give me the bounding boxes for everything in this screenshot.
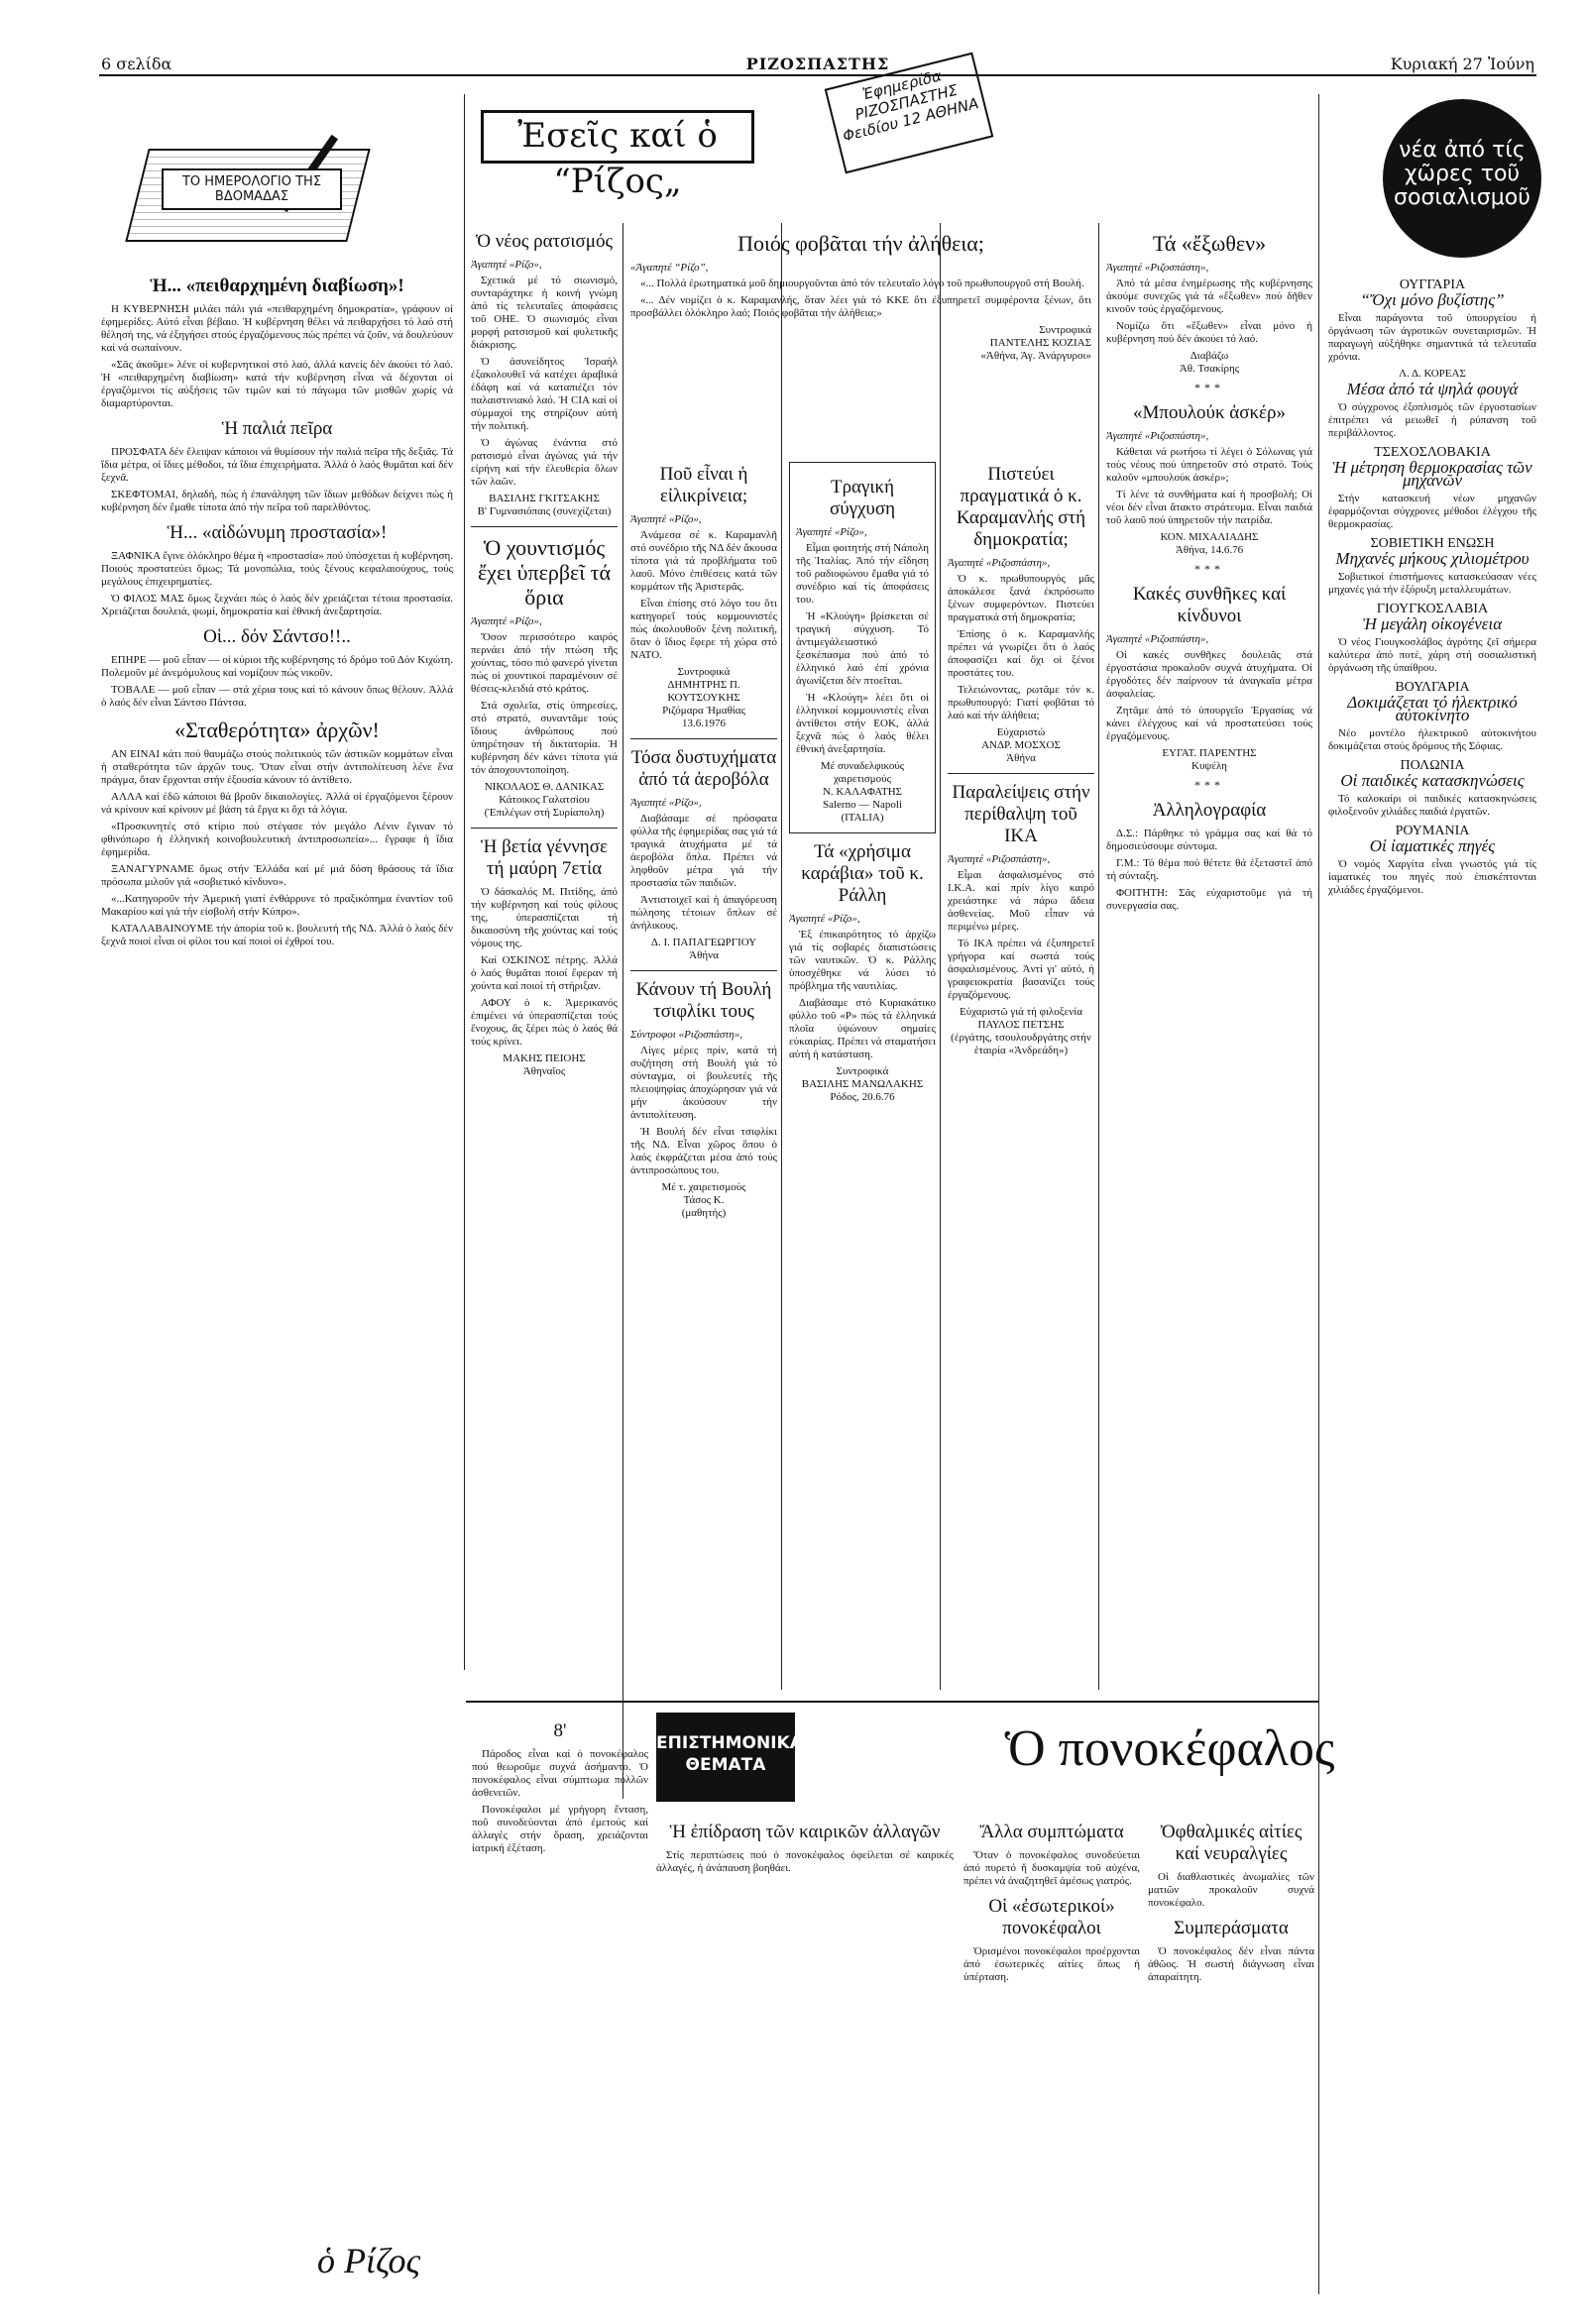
article-paragraph: Πάροδος εἶναι καί ὁ πονοκέφαλος πού θεωροῦμε συχνά ἀσήμαντο. Ὁ πονοκέφαλος εἶναι σύμπτωμα πολλῶν ἀσθενειῶν.: [472, 1748, 648, 1799]
article-paragraph: «Προσκυνητές στό κτίριο πού στέγασε τόν μεγάλο Λένιν ἔγιναν τό φθινόπωρο ἡ ἑλληνική κοινοβουλευτική ἀντιπροσωπεία»... ἔγραφε ἡ ἴδια ἐφημερίδα.: [101, 821, 453, 858]
article-paragraph: Εἶναι παράγοντα τοῦ ὑπουργείου ἡ ὀργάνωση τῶν ἀγροτικῶν συνεταιρισμῶν. Ἡ παραγωγή αὐξήθηκε σημαντικά τά τελευταῖα χρόνια.: [1328, 312, 1536, 363]
article-paragraph: Τί λένε τά συνθήματα καί ἡ προσβολή; Οἱ νέοι δέν εἶναι ἄτακτο στράτευμα. Εἶναι παιδιά τοῦ λαοῦ πού ὑπηρετοῦν τήν πατρίδα.: [1106, 489, 1312, 526]
article-paragraph: ΞΑΝΑΓΥΡΝΑΜΕ ὅμως στήν Ἑλλάδα καί μέ μιά δόση θράσους τά ἴδια πρόσωπα μιλοῦν γιά «σοβιετικό κίνδυνο».: [101, 863, 453, 888]
column-socialism-news: [1328, 273, 1536, 2309]
article-paragraph: ΤΟΒΑΛΕ — μοῦ εἶπαν — στά χέρια τους καί τό κάνουν ὅπως θέλουν. Ἀλλά ὁ λαός δέν εἶναι Σάντσο Πάντσα.: [101, 684, 453, 709]
article-paragraph: Ὁ ἀγώνας ἐνάντια στό ρατσισμό εἶναι ἀγώνας γιά τήν εἰρήνη καί τήν ἐλευθερία ὅλων τῶν λαῶν.: [471, 437, 618, 488]
salutation: Ἀγαπητέ «Ρίζο»,: [630, 797, 702, 809]
article-paragraph: Οἱ διαθλαστικές ἀνωμαλίες τῶν ματιῶν προκαλοῦν συχνά πονοκέφαλο.: [1148, 1871, 1314, 1909]
article-title: Ἡ βετία γέννησε τή μαύρη 7ετία: [481, 836, 608, 879]
diary-label: ΤΟ ΗΜΕΡΟΛΟΓΙΟ ΤΗΣ ΒΔΟΜΑΔΑΣ: [162, 168, 342, 210]
salutation: Ἀγαπητέ «Ριζοσπάστη»,: [1106, 262, 1209, 274]
paper-title: ΡΙΖΟΣΠΑΣΤΗΣ: [745, 55, 890, 73]
divider: [630, 738, 777, 739]
article-title: Ἄλλα συμπτώματα: [979, 1822, 1124, 1842]
article-paragraph: Καί ΟΣΚΙΝΟΣ πέτρης. Ἀλλά ὁ λαός θυμᾶται ποιοί ἔφεραν τή χούντα καί ποιοί τή στήριξαν.: [471, 954, 618, 992]
article-truth: [630, 223, 1091, 451]
article-title: Οἱ ἰαματικές πηγές: [1369, 836, 1496, 855]
article-paragraph: Εἶμαι ἀσφαλισμένος στό Ι.Κ.Α. καί πρίν λίγο καιρό χρειάστηκε νά πάρω ἄδεια ἀσθενείας. Μοῦ εἶπαν νά περιμένω μέρες.: [948, 869, 1094, 933]
article-paragraph: Στήν κατασκευή νέων μηχανῶν ἐφαρμόζονται σύγχρονες μέθοδοι ἐλέγχου τῆς θερμοκρασίας.: [1328, 493, 1536, 530]
signature: Λ. Δ. ΚΟΡΕΑΣ: [1399, 368, 1466, 380]
socialism-badge: νέα ἀπό τίς χῶρες τοῦ σοσιαλισμοῦ: [1383, 99, 1541, 258]
separator-stars: ***: [1194, 778, 1224, 792]
article-title: Ποιός φοβᾶται τήν ἀλήθεια;: [737, 231, 984, 256]
science-column-4: [1148, 1814, 1314, 2309]
divider: [948, 773, 1094, 774]
article-title: 8': [553, 1720, 567, 1741]
signature: Δ. Ι. ΠΑΠΑΓΕΩΡΓΙΟΥ Ἀθήνα: [650, 937, 757, 961]
article-title: Οἱ... δόν Σάντσο!!..: [203, 626, 351, 647]
article-title: “Ὄχι μόνο βυζίστης”: [1360, 290, 1505, 309]
signature: ΚΟΝ. ΜΙΧΑΛΙΑΔΗΣ Ἀθήνα, 14.6.76: [1160, 531, 1259, 556]
article-paragraph: Κάθεται νά ρωτήσω τί λέγει ὁ Σόλωνας γιά τούς νέους πού ὑπηρετοῦν στό στρατό. Τούς καλοῦν «μπουλούκ ἀσκέρ»;: [1106, 446, 1312, 484]
article-title: Ἡ ἐπίδραση τῶν καιρικῶν ἀλλαγῶν: [669, 1822, 941, 1842]
article-title: Πιστεύει πραγματικά ὁ κ. Καραμανλής στή δημοκρατία;: [956, 464, 1086, 550]
salutation: Ἀγαπητέ «Ρίζο»,: [789, 913, 860, 925]
article-paragraph: ΦΟΙΤΗΤΗ: Σᾶς εὐχαριστοῦμε γιά τή συνεργασία σας.: [1106, 887, 1312, 912]
salutation: Ἀγαπητέ «Ρίζο»,: [796, 526, 867, 538]
article-title: «Σταθερότητα» ἀρχῶν!: [174, 718, 380, 742]
article-paragraph: Ὁ κ. πρωθυπουργός μᾶς ἀποκάλεσε ξανά ἐκπρόσωπο ξένων συμφερόντων. Πιστεύει πραγματικά στή δημοκρατία;: [948, 573, 1094, 623]
article-title: Οἱ «ἐσωτερικοί» πονοκέφαλοι: [988, 1896, 1115, 1938]
article-paragraph: «...Κατηγοροῦν τήν Ἀμερική γιατί ἐνθάρρυνε τό πραξικόπημα ἐναντίον τοῦ Μακαρίου καί γιά τήν εἰσβολή στήν Κύπρο».: [101, 893, 453, 918]
article-paragraph: ΚΑΤΑΛΑΒΑΙΝΟΥΜΕ τήν ἀπορία τοῦ κ. βουλευτή τῆς ΝΔ. Ἀλλά ὁ λαός δέν ξεχνᾶ ποιοί εἶναι οἱ φίλοι του καί ποιοί οἱ ἐχθροί του.: [101, 923, 453, 947]
country-heading: ΡΟΥΜΑΝΙΑ: [1395, 824, 1470, 838]
article-title: Συμπεράσματα: [1174, 1918, 1289, 1938]
article-title: Ὀφθαλμικές αἰτίες καί νευραλγίες: [1160, 1822, 1303, 1864]
section-rule: [466, 1701, 1318, 1703]
salutation: Ἀγαπητέ «Ρίζο»,: [471, 615, 542, 627]
article-paragraph: Ὁ νομός Χαργίτα εἶναι γνωστός γιά τίς ἰαματικές του πηγές πού ἐπισκέπτονται χιλιάδες ἐργαζόμενοι.: [1328, 858, 1536, 896]
column-rule: [464, 94, 465, 1670]
article-paragraph: Ὁ πονοκέφαλος δέν εἶναι πάντα ἀθῶος. Ἡ σωστή διάγνωση εἶναι ἀπαραίτητη.: [1148, 1945, 1314, 1983]
letters-header-title: Ἐσεῖς καί ὁ “Ρίζος„: [481, 110, 754, 164]
article-paragraph: Ὁρισμένοι πονοκέφαλοι προέρχονται ἀπό ἐσωτερικές αἰτίες ὅπως ἡ ὑπέρταση.: [963, 1945, 1140, 1983]
article-title: Ἡ μεγάλη οἰκογένεια: [1362, 614, 1503, 633]
article-paragraph: Πονοκέφαλοι μέ γρήγορη ἔνταση, ποῦ συνοδεύονται ἀπό ἐμετούς καί ἀλλαγές στήν ὅραση, χρειάζονται ἰατρική ἐξέταση.: [472, 1804, 648, 1854]
article-paragraph: Ἀντιστοιχεῖ καί ἡ ἀπαγόρευση πώλησης τέτοιων ὅπλων σέ ἀνήλικους.: [630, 894, 777, 932]
signature: ΕΥΓΑΤ. ΠΑΡΕΝΤΗΣ Κυψέλη: [1162, 747, 1257, 772]
article-title: Κάνουν τή Βουλή τσιφλίκι τους: [635, 979, 772, 1022]
article-paragraph: «Σᾶς ἀκοῦμε» λένε οἱ κυβερνητικοί στό λαό, ἀλλά κανείς δέν ἀκούει τό λαό. Ἡ «πειθαρχημένη διαβίωση» κατά τήν κυβέρνηση εἶναι νά δέχονται οἱ ἐργαζόμενοι τίς αὐξήσεις τῶν τιμῶν καί τό πάγωμα τῶν μισθῶν χωρίς νά διαμαρτύρονται.: [101, 359, 453, 409]
signature: Διαβάζω Ἀθ. Τσακίρης: [1179, 350, 1240, 375]
signature: Εὐχαριστῶ γιά τή φιλοξενία ΠΑΥΛΟΣ ΠΕΤΣΗΣ (ἐργάτης, τσουλουδργάτης στήν ἑταιρία «Ἀνδρεάδη»): [951, 1006, 1091, 1056]
salutation: Ἀγαπητέ «Ρίζο»,: [630, 513, 702, 525]
article-paragraph: Τελειώνοντας, ρωτᾶμε τόν κ. πρωθυπουργό: Γιατί φοβᾶται τό λαό καί τήν ἀλήθεια;: [948, 684, 1094, 721]
signature: ΜΑΚΗΣ ΠΕΙΟΗΣ Ἀθηναῖος: [503, 1052, 586, 1077]
article-title: Μηχανές μήκους χιλιομέτρου: [1335, 549, 1529, 568]
article-paragraph: ΑΦΟΥ ὁ κ. Ἀμερικανός ἐπιμένει νά ὑπερασπίζεται τούς ἔνοχους, ἄς ξέρει πώς ὁ λαός θά τούς κρίνει.: [471, 997, 618, 1048]
article-paragraph: Εἶναι ἐπίσης στό λόγο του ὅτι κατηγορεῖ τούς κομμουνιστές πώς ἀκολουθοῦν ξένη πολιτική, ὅταν ὁ ἴδιος ἔφερε τή χώρα στό ΝΑΤΟ.: [630, 598, 777, 661]
signature: Μέ συναδελφικούς χαιρετισμούς Ν. ΚΑΛΑΦΑΤΗΣ Salerno — Napoli (ITALIA): [820, 760, 905, 824]
separator-stars: ***: [1194, 381, 1224, 394]
article-title: Ποῦ εἶναι ἡ εἰλικρίνεια;: [659, 464, 748, 506]
signature: ΒΑΣΙΛΗΣ ΓΚΙΤΣΑΚΗΣ Β' Γυμνασιόπαις (συνεχίζεται): [477, 493, 612, 517]
column-letters-3: [789, 456, 936, 1695]
column-letters-4: [948, 456, 1094, 1695]
article-title: Ὁ χουντισμός ἔχει ὑπερβεῖ τά ὅρια: [477, 535, 612, 609]
article-paragraph: Σχετικά μέ τό σιωνισμό, συνταράχτηκε ἡ κοινή γνώμη ἀπό τίς τελευταῖες ἀποφάσεις τοῦ ΟΗΕ. Ὁ σιωνισμός εἶναι μορφή ρατσισμοῦ καί φυλετικῆς διάκρισης.: [471, 275, 618, 351]
article-title: Οἱ παιδικές κατασκηνώσεις: [1340, 771, 1525, 790]
signature: Συντροφικά ΒΑΣΙΛΗΣ ΜΑΝΩΛΑΚΗΣ Ρόδος, 20.6.76: [801, 1065, 924, 1103]
salutation: Ἀγαπητέ «Ρίζο»,: [471, 259, 542, 271]
science-badge: ΕΠΙΣΤΗΜΟΝΙΚΑ ΘΕΜΑΤΑ: [656, 1713, 795, 1802]
article-paragraph: «... Δέν νομίζει ὁ κ. Καραμανλής, ὅταν λέει γιά τό ΚΚΕ ὅτι ἐξυπηρετεῖ συμφέροντα ξένων, ὅτι προσβάλλει ὁλόκληρο λαό; Ποιός φοβᾶται τήν ἀλήθεια;»: [630, 294, 1091, 319]
article-paragraph: Διαβάσαμε στό Κυριακάτικο φύλλο τοῦ «Ρ» πώς τά ἑλληνικά πλοῖα ὑψώνουν σημαίες εὐκαιρίας. Πρέπει νά σταματήσει αὐτή ἡ κατάσταση.: [789, 997, 936, 1060]
article-title: Ἡ μέτρηση θερμοκρασίας τῶν μηχανῶν: [1332, 458, 1532, 490]
article-title: Τά «ἔξωθεν»: [1152, 231, 1267, 256]
divider: [471, 828, 618, 829]
article-paragraph: Εἶμαι φοιτητής στή Νάπολη τῆς Ἰταλίας. Ἀπό τήν εἴδηση τοῦ ραδιοφώνου ἔμαθα γιά τό συνέδριο καί τίς ἀποφάσεις του.: [796, 542, 929, 606]
country-heading: ΣΟΒΙΕΤΙΚΗ ΕΝΩΣΗ: [1370, 536, 1495, 551]
signature-ho-rizos: ὁ Ρίζος: [317, 2241, 421, 2280]
article-paragraph: ΞΑΦΝΙΚΑ ἔγινε ὁλόκληρο θέμα ἡ «προστασία» πού ὑπόσχεται ἡ κυβέρνηση. Ποιούς προστατεύει ὅμως; Τά μονοπώλια, τούς ξένους κεφαλαιούχους, τούς μεγάλους ἐπιχειρηματίες.: [101, 550, 453, 588]
article-title: Ὁ νέος ρατσισμός: [475, 231, 613, 252]
salutation: Ἀγαπητέ «Ριζοσπάστη»,: [1106, 633, 1209, 645]
article-title: Τραγική σύγχυση: [829, 477, 896, 519]
article-paragraph: Ἡ Βουλή δέν εἶναι τσιφλίκι τῆς ΝΔ. Εἶναι χῶρος ὅπου ὁ λαός ἐκφράζεται μέσα ἀπό τούς ἀντιπροσώπους του.: [630, 1126, 777, 1176]
article-title: Τά «χρήσιμα καράβια» τοῦ κ. Ράλλη: [801, 841, 924, 906]
country-heading: ΓΙΟΥΓΚΟΣΛΑΒΙΑ: [1376, 602, 1489, 616]
article-paragraph: Ἀπό τά μέσα ἐνημέρωσης τῆς κυβέρνησης ἀκούμε συνεχῶς γιά τά «ἔξωθεν» πού δῆθεν κινοῦν τούς ἐργαζόμενους.: [1106, 277, 1312, 315]
article-paragraph: Νομίζω ὅτι «ἔξωθεν» εἶναι μόνο ἡ κυβέρνηση πού δέν ἀκούει τό λαό.: [1106, 320, 1312, 345]
article-title: «Μπουλούκ ἀσκέρ»: [1132, 402, 1287, 423]
article-title: Ἡ... «πειθαρχημένη διαβίωση»!: [150, 276, 404, 296]
column-diary: [101, 268, 453, 2309]
article-paragraph: Ἡ «Κλούγη» βρίσκεται σέ τραγική σύγχυση. Τό ἀντιμεγάλειαστικό ξεσκέπασμα πού ἀπό τό ἑλληνικό λαό ἐπί χρόνια ἀγωνίζεται δέν πτοεῖται.: [796, 610, 929, 687]
article-paragraph: Δ.Σ.: Πάρθηκε τό γράμμα σας καί θά τό δημοσιεύσουμε σύντομα.: [1106, 828, 1312, 852]
country-heading: ΟΥΓΓΑΡΙΑ: [1399, 277, 1466, 292]
article-paragraph: Ὅταν ὁ πονοκέφαλος συνοδεύεται ἀπό πυρετό ἤ δυσκαμψία τοῦ αὐχένα, πρέπει νά ἀναζητηθεῖ ἀμέσως γιατρός.: [963, 1849, 1140, 1887]
salutation: Ἀγαπητέ «Ριζοσπάστη»,: [1106, 430, 1209, 442]
article-paragraph: Σοβιετικοί ἐπιστήμονες κατασκεύασαν νέες μηχανές γιά τήν ἐξόρυξη μεταλλευμάτων.: [1328, 571, 1536, 596]
article-paragraph: Διαβάσαμε σέ πρόσφατα φύλλα τῆς ἐφημερίδας σας γιά τά τραγικά ἀτυχήματα μέ τά ἀεροβόλα ὅπλα. Πρέπει νά ληφθοῦν μέτρα γιά τήν προστασία τῶν παιδιῶν.: [630, 813, 777, 889]
article-paragraph: Νέο μοντέλο ἠλεκτρικοῦ αὐτοκινήτου δοκιμάζεται στούς δρόμους τῆς Σόφιας.: [1328, 727, 1536, 752]
article-paragraph: Ἐπίσης ὁ κ. Καραμανλής πρέπει νά γνωρίζει ὅτι ὁ λαός ἀποφασίζει καί ὄχι οἱ ξένοι προστάτες του.: [948, 628, 1094, 679]
article-paragraph: Γ.Μ.: Τό θέμα πού θέτετε θά ἐξεταστεῖ ἀπό τή σύνταξη.: [1106, 857, 1312, 882]
article-title: Δοκιμάζεται τό ἠλεκτρικό αὐτοκίνητο: [1347, 693, 1518, 724]
country-heading: ΤΣΕΧΟΣΛΟΒΑΚΙΑ: [1374, 445, 1491, 460]
article-paragraph: Ἀνάμεσα σέ κ. Καραμανλῆ στό συνέδριο τῆς ΝΔ δέν ἄκουσα τίποτα γιά τά προβλήματα τοῦ λαοῦ. Μόνο ἐπιθέσεις κατά τῶν κομμάτων τῆς Ἀριστερᾶς.: [630, 529, 777, 593]
divider: [630, 970, 777, 971]
page-number: 6 σελίδα: [101, 55, 172, 73]
article-title: Ἀλληλογραφία: [1152, 800, 1267, 821]
article-paragraph: Στά σχολεῖα, στίς ὑπηρεσίες, στό στρατό, συναντᾶμε τούς ἴδιους ἀνθρώπους πού ὑπηρέτησαν τή δικτατορία. Ἡ κυβέρνηση δέν κάνει τίποτα γιά τόν ἀποχουντοποίηση.: [471, 700, 618, 776]
article-paragraph: Ὁ νέος Γιουγκοσλάβος ἀγρότης ζεῖ σήμερα καλύτερα ἀπό ποτέ, χάρη στή σοσιαλιστική ὀργάνωση τῆς ὑπαίθρου.: [1328, 636, 1536, 674]
signature: Συντροφικά ΠΑΝΤΕΛΗΣ ΚΟΖΙΑΣ «Ἀθήνα, Άγ. Ἀνάργυροι»: [980, 324, 1091, 362]
salutation: «Ἀγαπητέ “Ρίζο”,: [630, 262, 709, 274]
country-heading: ΒΟΥΛΓΑΡΙΑ: [1395, 680, 1470, 695]
article-title: Κακές συνθῆκες καί κίνδυνοι: [1132, 584, 1287, 626]
column-letters-5: [1106, 223, 1312, 1695]
article-paragraph: Ἡ «Κλούγη» λέει ὅτι οἱ ἑλληνικοί κομμουνιστές εἶναι ἀντίθετοι στήν ΕΟΚ, ἀλλά ξεχνᾶ πώς ὁ λαός θέλει ἐθνική ἀνεξαρτησία.: [796, 692, 929, 755]
article-paragraph: Οἱ κακές συνθῆκες δουλειᾶς στά ἐργοστάσια προκαλοῦν συχνά ἀτυχήματα. Οἱ ἐργοδότες δέν παίρνουν τά ἀναγκαῖα μέτρα ἀσφαλείας.: [1106, 649, 1312, 700]
signature: Μέ τ. χαιρετισμούς Τάσος Κ. (μαθητής): [661, 1181, 746, 1219]
article-paragraph: «... Πολλά ἐρωτηματικά μοῦ δημιουργοῦνται ἀπό τόν τελευταῖο λόγο τοῦ πρωθυπουργοῦ στή Βουλή.: [640, 277, 1084, 289]
column-rule: [1098, 223, 1099, 1690]
article-title: Ἡ... «αἰδώνυμη προστασία»!: [167, 522, 388, 543]
article-paragraph: Ζητᾶμε ἀπό τό ὑπουργεῖο Ἐργασίας νά κάνει ἐλέγχους καί νά προστατεύσει τούς ἐργαζόμενους.: [1106, 705, 1312, 742]
science-column-1: [472, 1713, 648, 2307]
country-heading: ΠΟΛΩΝΙΑ: [1400, 758, 1465, 773]
article-paragraph: ΣΚΕΦΤΟΜΑΙ, δηλαδή, πώς ἡ ἐπανάληψη τῶν ἴδιων μεθόδων δείχνει πώς ἡ κυβέρνηση δέν ἔμαθε τίποτα ἀπό τήν πεῖρα τοῦ παρελθόντος.: [101, 489, 453, 513]
article-paragraph: Ἐξ ἐπικαιρότητος τό ἀρχίζω γιά τίς σοβαρές διαπιστώσεις τῶν ναυτικῶν. Ὁ κ. Ράλλης ὑποσχέθηκε νά λύσει τό πρόβλημα τῆς ναυτιλίας.: [789, 929, 936, 992]
article-title: Ἡ παλιά πεῖρα: [221, 418, 333, 439]
signature: Συντροφικά ΔΗΜΗΤΡΗΣ Π. ΚΟΥΤΣΟΥΚΗΣ Ριζόμαρα Ἠμαθίας 13.6.1976: [662, 666, 745, 729]
separator-stars: ***: [1194, 562, 1224, 576]
salutation: Ἀγαπητέ «Ριζοσπάστη»,: [948, 557, 1051, 569]
article-paragraph: ΑΛΛΑ καί ἐδῶ κάποιοι θά βροῦν δικαιολογίες. Ἀλλά οἱ ἐργαζόμενοι ξέρουν νά κρίνουν καί κρίνουν μέ βάση τά ἔργα κι ὄχι τά λόγια.: [101, 791, 453, 816]
article-paragraph: Στίς περιπτώσεις πού ὁ πονοκέφαλος ὀφείλεται σέ καιρικές ἀλλαγές, ἡ ἀνάπαυση βοηθάει.: [656, 1849, 954, 1874]
column-letters-1: [471, 223, 618, 1700]
signature: ΝΙΚΟΛΑΟΣ Θ. ΔΑΝΙΚΑΣ Κάτοικος Γαλατσίου (Ἐπιλέγων στή Συρίαπολη): [484, 781, 605, 819]
article-paragraph: Λίγες μέρες πρίν, κατά τή συζήτηση στή Βουλή γιά τό σύνταγμα, οἱ βουλευτές τῆς πλειοψηφίας ἀποχώρησαν γιά νά μήν ἀκούσουν τήν ἀντιπολίτευση.: [630, 1045, 777, 1121]
salutation: Σύντροφοι «Ριζοσπάστη»,: [630, 1029, 742, 1041]
masthead: [99, 55, 1536, 76]
article-paragraph: Ὁ ΦΙΛΟΣ ΜΑΣ ὅμως ξεχνάει πώς ὁ λαός δέν χρειάζεται τέτοια προστασία. Χρειάζεται δουλειά, ψωμί, δημοκρατία καί ἐθνική ἀνεξαρτησία.: [101, 593, 453, 617]
article-paragraph: Τό καλοκαίρι οἱ παιδικές κατασκηνώσεις φιλοξενοῦν χιλιάδες παιδιά ἐργατῶν.: [1328, 793, 1536, 818]
article-title: Παραλείψεις στήν περίθαλψη τοῦ ΙΚΑ: [952, 782, 1090, 846]
column-rule: [1318, 94, 1319, 2294]
issue-date: Κυριακή 27 Ἰούνη: [1390, 55, 1534, 73]
column-letters-2: [630, 456, 777, 1695]
article-paragraph: ΕΠΗΡΕ — μοῦ εἶπαν — οἱ κύριοι τῆς κυβέρνησης τό δρόμο τοῦ Δόν Κιχώτη. Πολεμοῦν μέ ἀνεμόμυλους καί νομίζουν πώς νικοῦν.: [101, 654, 453, 679]
science-column-3: [963, 1814, 1140, 2309]
article-paragraph: Ὁ ἀσυνείδητος Ἰσραήλ ἐξακολουθεῖ νά κατέχει ἀραβικά ἐδάφη καί νά καταπιέζει τόν παλαιστινιακό λαό. Ἡ CIA καί οἱ σύμμαχοί της στηρίζουν αὐτή τήν πολιτική.: [471, 356, 618, 432]
boxed-article: [789, 462, 936, 833]
divider: [471, 526, 618, 527]
signature: Εὐχαριστώ ΑΝΔΡ. ΜΟΣΧΟΣ Ἀθήνα: [981, 726, 1061, 764]
article-paragraph: Η ΚΥΒΕΡΝΗΣΗ μιλάει πάλι γιά «πειθαρχημένη δημοκρατία», γράφουν οἱ ἐφημερίδες. Αὐτό εἶναι βέβαιο. Ἡ κυβέρνηση θέλει νά πειθαρχήσει τό λαό στή θέλησή της, νά ἐξηγήσει στούς ἐργαζόμενους πώς πρέπει νά ζοῦν, νά δουλεύουν καί νά σωπαίνουν.: [101, 303, 453, 354]
article-paragraph: Ὁ σύγχρονος ἐξοπλισμός τῶν ἐργοστασίων ἐπιτρέπει νά μειωθεῖ ἡ ρύπανση τοῦ περιβάλλοντος.: [1328, 401, 1536, 439]
article-title: Τόσα δυστυχήματα ἀπό τά ἀεροβόλα: [630, 747, 777, 790]
diary-logo: [117, 119, 375, 258]
article-paragraph: Ὅσον περισσότερο καιρός περνάει ἀπό τήν πτώση τῆς χούντας, τόσο πιό φανερό γίνεται πώς οἱ χουντικοί παραμένουν σέ θέσεις-κλειδιά στό κράτος.: [471, 631, 618, 695]
article-title: Μέσα ἀπό τά ψηλά φουγά: [1346, 380, 1519, 398]
article-paragraph: Τό ΙΚΑ πρέπει νά ἐξυπηρετεῖ γρήγορα καί σωστά τούς ἀσφαλισμένους. Ἀντί γι' αὐτό, ἡ γραφειοκρατία βασανίζει τούς ἐργαζόμενους.: [948, 938, 1094, 1001]
article-paragraph: ΑΝ ΕΙΝΑΙ κάτι πού θαυμάζω στούς πολιτικούς τῶν ἀστικῶν κομμάτων εἶναι ἡ σταθερότητα τῶν ἀρχῶν τους. Ὅταν εἶναι στήν ἀντιπολίτευση λένε ἕνα πράγμα, ὅταν ἔρχονται στήν ἐξουσία κάνουν τό ἀντίθετο.: [101, 748, 453, 786]
salutation: Ἀγαπητέ «Ριζοσπάστη»,: [948, 853, 1051, 865]
science-column-2: [656, 1814, 954, 2309]
article-paragraph: Ὁ δάσκαλός Μ. Πιτίδης, ἀπό τήν κυβέρνηση καί τούς φίλους της, ὑπερασπίζεται τή δικαιοσύνη τῆς χούντας καί τούς νόμους της.: [471, 886, 618, 949]
science-title: Ὁ πονοκέφαλος: [1004, 1720, 1335, 1777]
article-paragraph: ΠΡΟΣΦΑΤΑ δέν ἔλειψαν κάποιοι νά θυμίσουν τήν παλιά πεῖρα τῆς δεξιᾶς. Τά ἴδια μέτρα, οἱ ἴδιες μέθοδοι, τά ἴδια ἐπιχειρήματα. Ἀλλά ὁ λαός θυμᾶται καί δέν ξεχνᾶ.: [101, 446, 453, 484]
address-stamp: Ἐφημερίδα ΡΙΖΟΣΠΑΣΤΗΣ Φειδίου 12 ΑΘΗΝΑ: [825, 53, 994, 174]
